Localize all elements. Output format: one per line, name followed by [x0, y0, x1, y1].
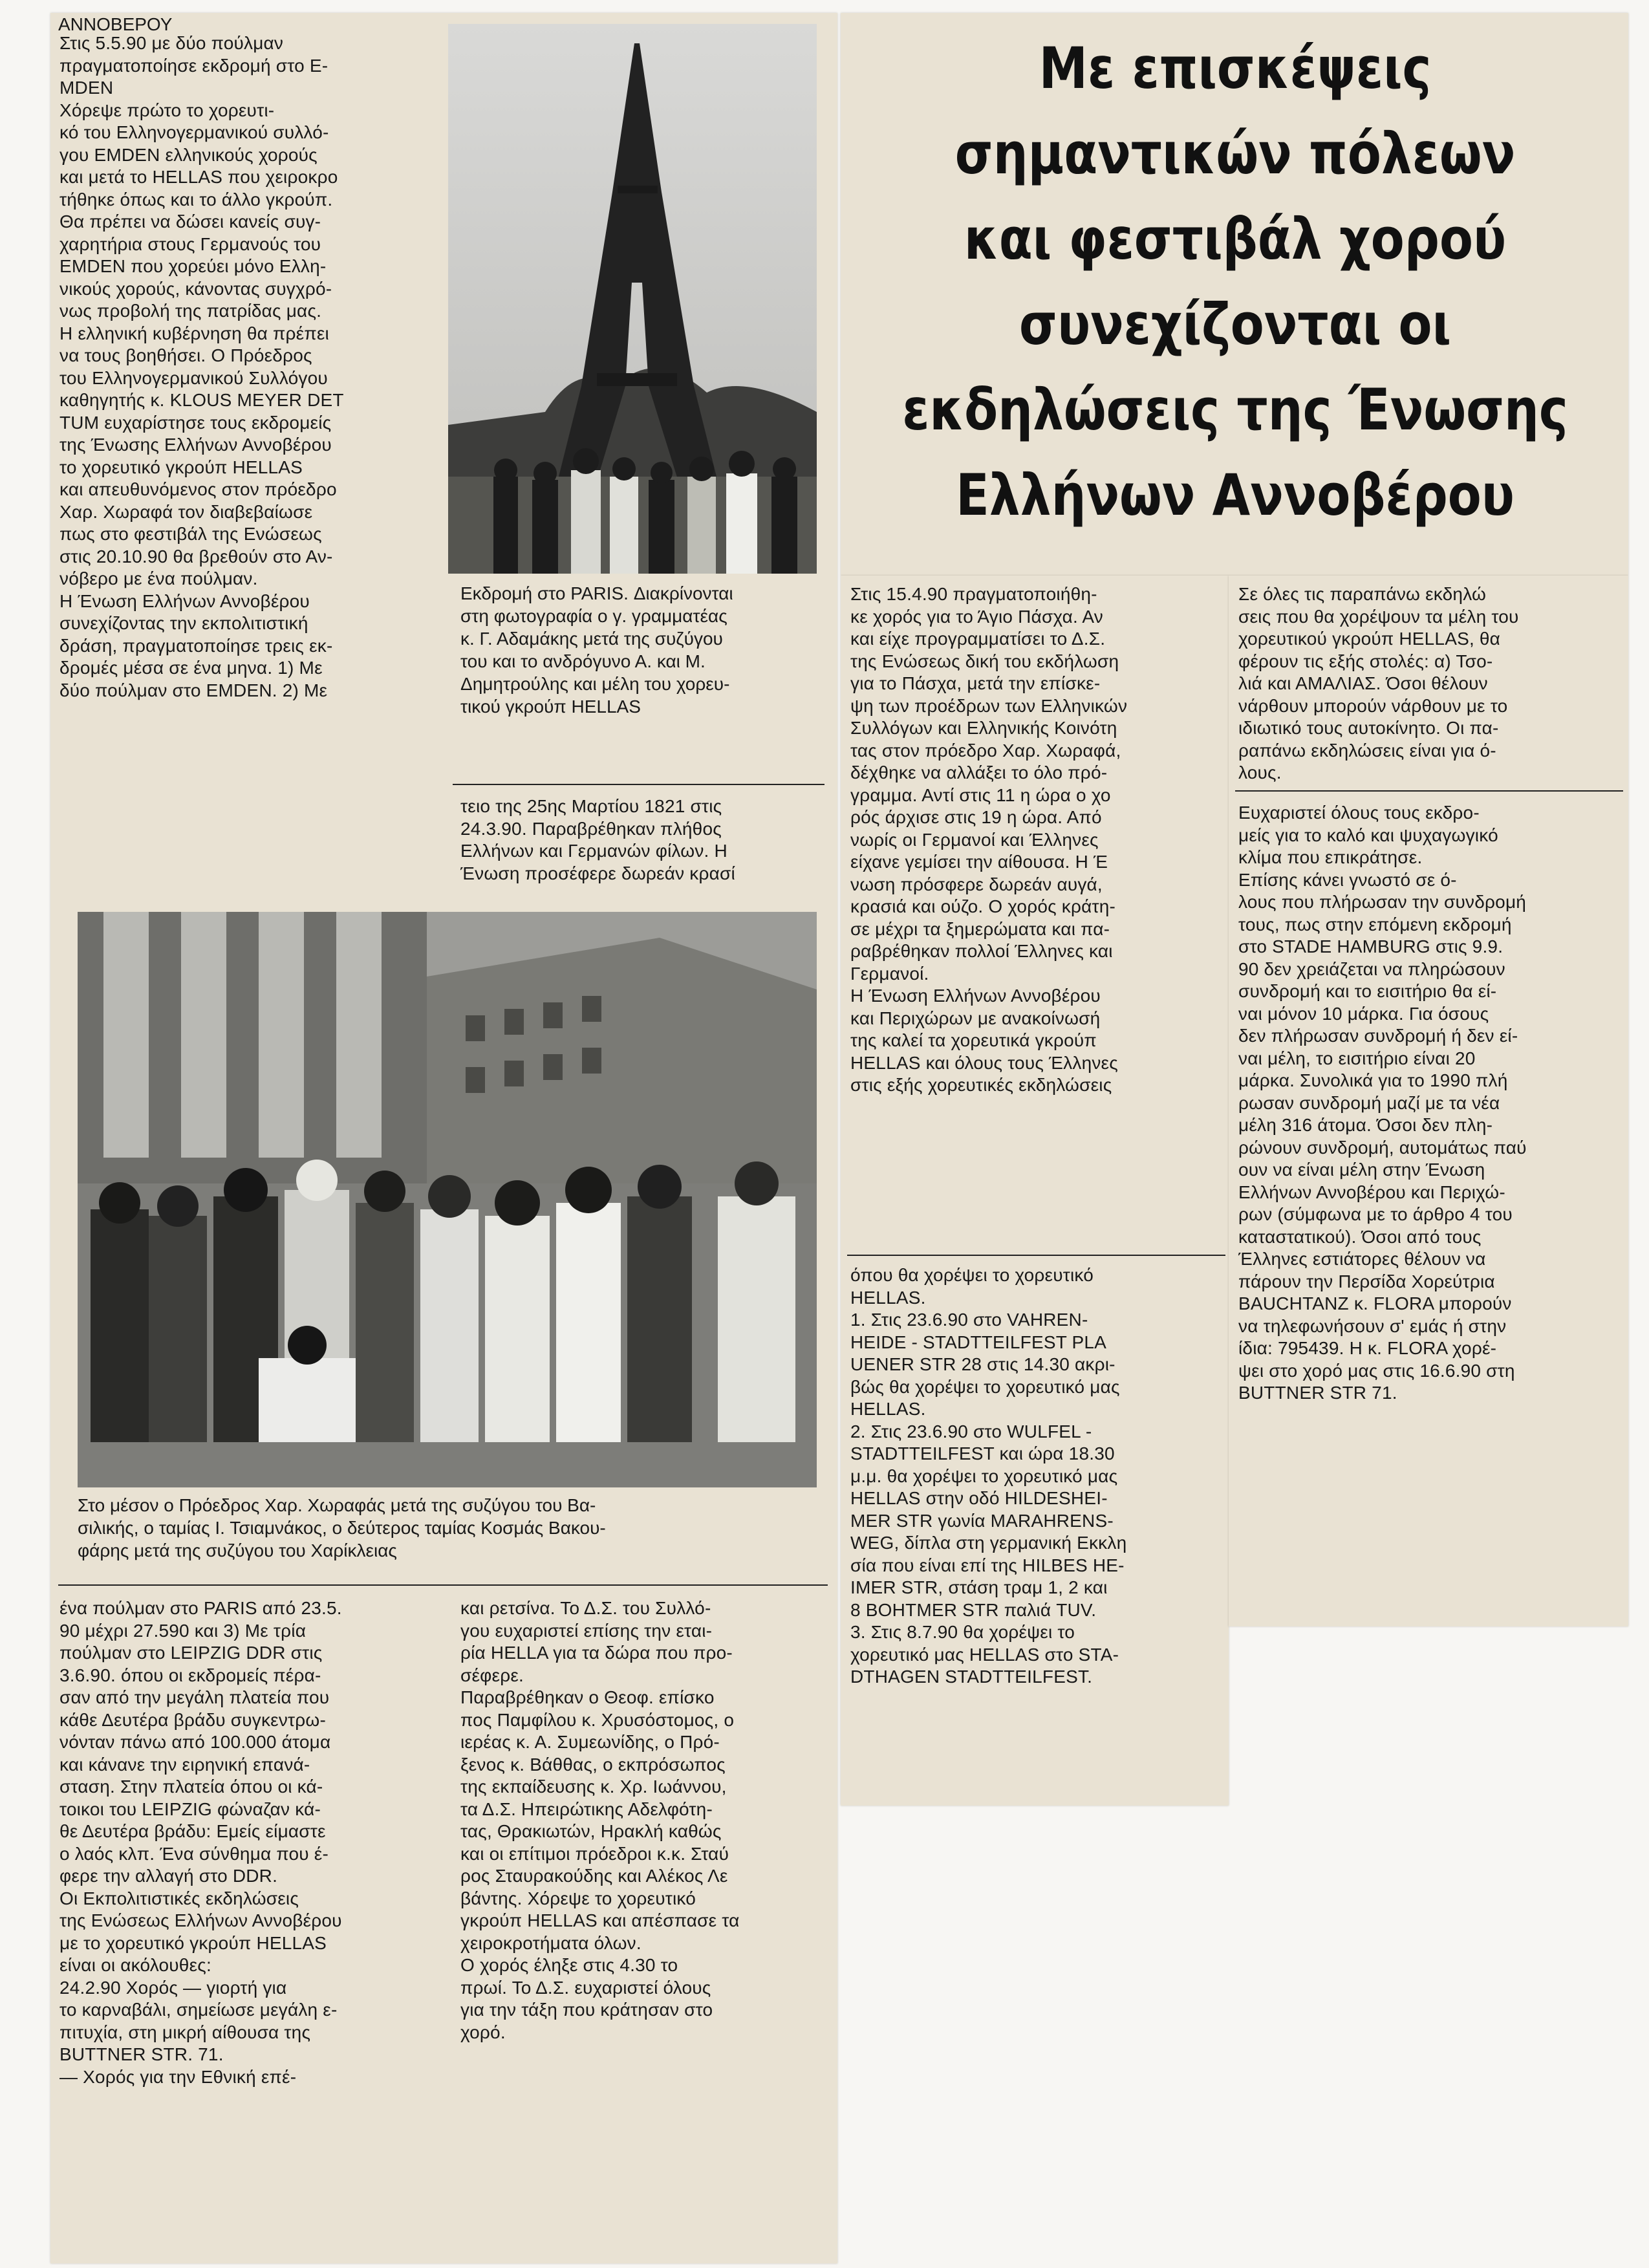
photo-group-caption: Στο μέσον ο Πρόεδρος Χαρ. Χωραφάς μετά της συζύγου του Βα- σιλικής, ο ταμίας Ι. Τσιαμνάκος, ο δεύτερος ταμίας Κοσμάς Βακου- φάρης μετά της συζύγου του Χαρίκλειας — [78, 1495, 606, 1561]
photo-eiffel-caption: Εκδρομή στο PARIS. Διακρίνονται στη φωτογραφία ο γ. γραμματέας κ. Γ. Αδαμάκης μετά της συζύγου του και το ανδρόγυνο Α. και Μ. Δημητρούλης και μέλη του χορευ- τικού γκρούπ HELLAS — [460, 583, 733, 717]
divider — [453, 784, 824, 785]
section-label: ΑΝΝΟΒΕΡΟΥ — [58, 14, 173, 34]
column2-bottom-text: και ρετσίνα. Το Δ.Σ. του Συλλό- γου ευχαριστεί επίσης την εται- ρία HELLA για τα δώρα που προ- σέφερε. Παραβρέθηκαν ο Θεοφ. επίσκο πος Παμφίλου κ. Χρυσόστομος, ο ιερέας κ. Α. Συμεωνίδης, ο Πρό- ξενος κ. Βάθθας, ο εκπρόσωπος της εκπαίδευσης κ. Χρ. Ιωάννου, τα Δ.Σ. Ηπειρώτικης Αδελφότη- τας, Θρακιωτών, Ηρακλή καθώς και οι επίτιμοι πρόεδροι κ.κ. Σταύ ρος Σταυρακούδης και Αλέκος Λε βάντης. Χόρεψε το χορευτικό γκρούπ HELLAS και απέσπασε τα χειροκροτήματα όλων. Ο χορός έληξε στις 4.30 το πρωί. Το Δ.Σ. ευχαριστεί όλους για την τάξη που κράτησαν στο χορό. — [460, 1598, 740, 2042]
column2-mid-text: τειο της 25ης Μαρτίου 1821 στις 24.3.90. Παραβρέθηκαν πλήθος Ελλήνων και Γερμανών φίλων. Η Ένωση προσέφερε δωρεάν κρασί — [460, 796, 735, 883]
headline: Με επισκέψεις σημαντικών πόλεων και φεστιβάλ χορού συνεχίζονται οι εκδηλώσεις της Ένωσης Ελλήνων Αννοβέρου — [902, 35, 1568, 528]
divider — [58, 1584, 828, 1586]
column3-top-text: Στις 15.4.90 πραγματοποιήθη- κε χορός για το Άγιο Πάσχα. Αν και είχε προγραμματίσει το Δ.Σ. της Ενώσεως δική του εκδήλωση για το Πάσχα, μετά την επίσκε- ψη των προέδρων των Ελληνικών Συλλόγων και Ελληνικής Κοινότη τας στον πρόεδρο Χαρ. Χωραφά, δέχθηκε να αλλάξει το όλο πρό- γραμμα. Αντί στις 11 η ώρα ο χο ρός άρχισε στις 19 η ώρα. Από νωρίς οι Γερμανοί και Έλληνες είχανε γεμίσει την αίθουσα. Η Έ νωση πρόσφερε δωρεάν αυγά, κρασιά και ούζο. Ο χορός κράτη- σε μέχρι τα ξημερώματα και πα- ραβρέθηκαν πολλοί Έλληνες και Γερμανοί. Η Ένωση Ελλήνων Αννοβέρου και Περιχώρων με ανακοίνωσή της καλεί τα χορευτικά γκρούπ HELLAS και όλους τους Έλληνες στις εξής χορευτικές εκδηλώσεις — [850, 584, 1128, 1095]
divider — [847, 1255, 1225, 1256]
column3-bottom-text: όπου θα χορέψει το χορευτικό HELLAS. 1. Στις 23.6.90 στο VAHREN- HEIDE - STADTTEILFEST PLA UENER STR 28 στις 14.30 ακρι- βώς θα χορέψει το χορευτικό μας HELLAS. 2. Στις 23.6.90 στο WULFEL - STADTTEILFEST και ώρα 18.30 μ.μ. θα χορέψει το χορευτικό μας HELLAS στην οδό HILDESHEI- MER STR γωνία MARAHRENS- WEG, δίπλα στη γερμανική Εκκλη σία που είναι επί της HILBES HE- IMER STR, στάση τραμ 1, 2 και 8 BOHTMER STR παλιά TUV. 3. Στις 8.7.90 θα χορέψει το χορευτικό μας HELLAS στο STA- DTHAGEN STADTTEILFEST. — [850, 1265, 1127, 1687]
group-photo-image — [78, 912, 817, 1487]
photo-eiffel-tower — [448, 24, 817, 574]
column4-top-text: Σε όλες τις παραπάνω εκδηλώ σεις που θα χορέψουν τα μέλη του χορευτικού γκρούπ HELLAS, θα φέρουν τις εξής στολές: α) Τσο- λιά και ΑΜΑΛΙΑΣ. Όσοι θέλουν νάρθουν μπορούν νάρθουν με το ιδιωτικό τους αυτοκίνητο. Οι πα- ραπάνω εκδηλώσεις είναι για ό- λους. — [1238, 584, 1519, 783]
column1-top-text: Στις 5.5.90 με δύο πούλμαν πραγματοποίησε εκδρομή στο Ε- MDEN Χόρεψε πρώτο το χορευτι- κό του Ελληνογερμανικού συλλό- γου EMDEN ελληνικούς χορούς και μετά το HELLAS που χειροκρο τήθηκε όπως και το άλλο γκρούπ. Θα πρέπει να δώσει κανείς συγ- χαρητήρια στους Γερμανούς του EMDEN που χορεύει μόνο Ελλη- νικούς χορούς, κάνοντας συγχρό- νως προβολή της πατρίδας μας. Η ελληνική κυβέρνηση θα πρέπει να τους βοηθήσει. Ο Πρόεδρος του Ελληνογερμανικού Συλλόγου καθηγητής κ. KLOUS MEYER DET TUM ευχαρίστησε τους εκδρομείς της Ένωσης Ελλήνων Αννοβέρου το χορευτικό γκρούπ HELLAS και απευθυνόμενος στον πρόεδρο Χαρ. Χωραφά τον διαβεβαίωσε πως στο φεστιβάλ της Ενώσεως στις 20.10.90 θα βρεθούν στο Αν- νόβερο με ένα πούλμαν. Η Ένωση Ελλήνων Αννοβέρου συνεχίζοντας την εκπολιτιστική δράση, πραγματοποίησε τρεις εκ- δρομές μέσα σε ένα μηνα. 1) Με δύο πούλμαν στο EMDEN. 2) Με — [59, 33, 344, 700]
column1-bottom-text: ένα πούλμαν στο PARIS από 23.5. 90 μέχρι 27.590 και 3) Με τρία πούλμαν στο LEIPZIG DDR στις 3.6.90. όπου οι εκδρομείς πέρα- σαν από την μεγάλη πλατεία που κάθε Δευτέρα βράδυ συγκεντρω- νόνταν πάνω από 100.000 άτομα και κάνανε την ειρηνική επανά- σταση. Στην πλατεία όπου οι κά- τοικοι του LEIPZIG φώναζαν κά- θε Δευτέρα βράδυ: Εμείς είμαστε ο λαός κλπ. Ένα σύνθημα που έ- φερε την αλλαγή στο DDR. Οι Εκπολιτιστικές εκδηλώσεις της Ενώσεως Ελλήνων Αννοβέρου με το χορευτικό γκρούπ HELLAS είναι οι ακόλουθες: 24.2.90 Χορός — γιορτή για το καρναβάλι, σημείωσε μεγάλη ε- πιτυχία, στη μικρή αίθουσα της BUTTNER STR. 71. — Χορός για την Εθνική επέ- — [59, 1598, 342, 2087]
eiffel-tower-image — [448, 24, 817, 574]
column4-bottom-text: Ευχαριστεί όλους τους εκδρο- μείς για το καλό και ψυχαγωγικό κλίμα που επικράτησε. Επίσης κάνει γνωστό σε ό- λους που πλήρωσαν την συνδρομή τους, πως στην επόμενη εκδρομή στο STADE HAMBURG στις 9.9. 90 δεν χρειάζεται να πληρώσουν συνδρομή και το εισιτήριο θα εί- ναι μόνον 10 μάρκα. Για όσους δεν πλήρωσαν συνδρομή ή δεν εί- ναι μέλη, το εισιτήριο είναι 20 μάρκα. Συνολικά για το 1990 πλή ρωσαν συνδρομή μαζί με τα νέα μέλη 316 άτομα. Όσοι δεν πλη- ρώνουν συνδρομή, αυτομάτως παύ ουν να είναι μέλη στην Ένωση Ελλήνων Αννοβέρου και Περιχώ- ρων (σύμφωνα με το άρθρο 4 του καταστατικού). Όσοι από τους Έλληνες εστιάτορες θέλουν να πάρουν την Περσίδα Χορεύτρια BAUCHTANZ κ. FLORA μπορούν να τηλεφωνήσουν σ' εμάς ή στην ίδια: 795439. Η κ. FLORA χορέ- ψει στο χορό μας στις 16.6.90 στη BUTTNER STR 71. — [1238, 803, 1527, 1403]
photo-group — [78, 912, 817, 1487]
divider — [1235, 790, 1623, 792]
